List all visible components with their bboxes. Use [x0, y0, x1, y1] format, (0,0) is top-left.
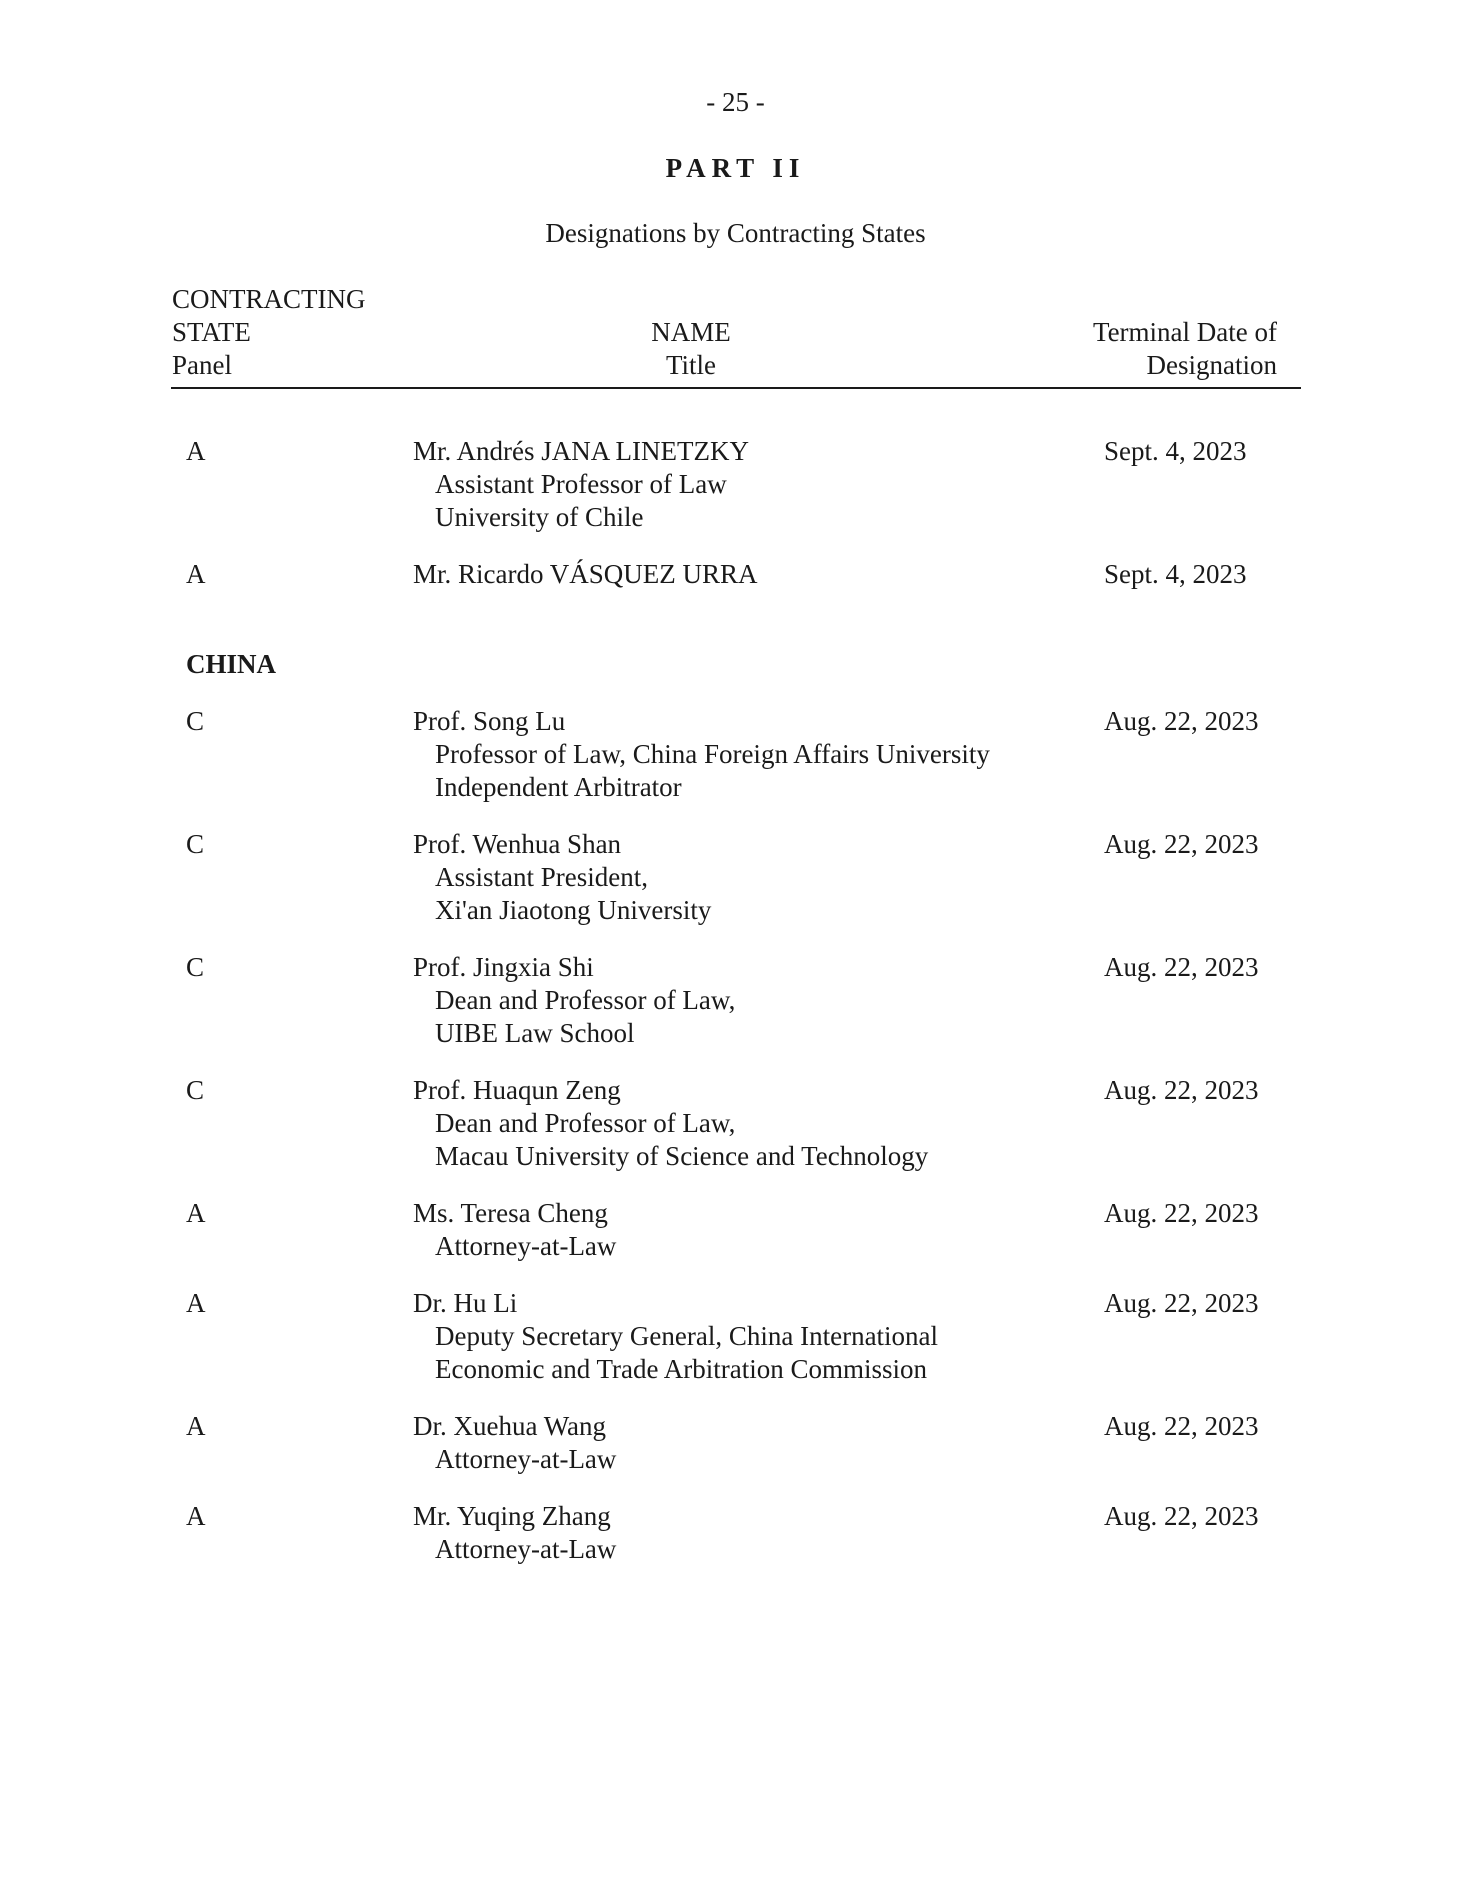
panel-code: A [186, 1411, 206, 1441]
designee-name: Mr. Andrés JANA LINETZKY [413, 436, 749, 466]
designee-name: Prof. Jingxia Shi [413, 952, 594, 982]
terminal-date: Aug. 22, 2023 [1104, 706, 1259, 736]
panel-code: C [186, 952, 205, 982]
designee-title-line: Professor of Law, China Foreign Affairs University [435, 739, 990, 769]
designee [413, 1410, 1073, 1476]
designee [413, 1197, 1073, 1263]
designee [413, 1074, 1073, 1173]
designee-title-line: Attorney-at-Law [435, 1444, 617, 1474]
designee-title-line: Macau University of Science and Technology [435, 1141, 929, 1171]
designee-name: Mr. Yuqing Zhang [413, 1501, 611, 1531]
designee-title-line: Deputy Secretary General, China International [435, 1321, 939, 1351]
designee-name: Dr. Xuehua Wang [413, 1411, 607, 1441]
designee-title-line: Assistant Professor of Law [435, 469, 727, 499]
part-heading: PART II [665, 153, 806, 183]
designee-title-line: Attorney-at-Law [435, 1231, 617, 1261]
header-left-line: Panel [172, 350, 232, 380]
designee-title-line: Independent Arbitrator [435, 772, 682, 802]
designee [413, 828, 1073, 927]
header-left-line: CONTRACTING [172, 284, 366, 314]
terminal-date: Aug. 22, 2023 [1104, 829, 1259, 859]
terminal-date: Aug. 22, 2023 [1104, 1411, 1259, 1441]
panel-code: A [186, 559, 206, 589]
terminal-date: Aug. 22, 2023 [1104, 952, 1259, 982]
designee [413, 951, 1073, 1050]
panel-code: A [186, 1198, 206, 1228]
header-left-line: STATE [172, 317, 251, 347]
designee [413, 705, 1073, 804]
designee-title-line: Dean and Professor of Law, [435, 1108, 736, 1138]
designee [413, 435, 1073, 534]
designee-title-line: Xi'an Jiaotong University [435, 895, 712, 925]
country-heading: CHINA [186, 649, 277, 679]
designee-name: Prof. Huaqun Zeng [413, 1075, 621, 1105]
panel-code: C [186, 829, 205, 859]
designee-name: Dr. Hu Li [413, 1288, 518, 1318]
designee-title-line: UIBE Law School [435, 1018, 635, 1048]
header-right-line: Terminal Date of [1092, 317, 1277, 347]
designee-title-line: University of Chile [435, 502, 644, 532]
designee-name: Prof. Wenhua Shan [413, 829, 622, 859]
designee-name: Ms. Teresa Cheng [413, 1198, 608, 1228]
terminal-date: Sept. 4, 2023 [1104, 436, 1247, 466]
designee-title-line: Assistant President, [435, 862, 648, 892]
terminal-date: Aug. 22, 2023 [1104, 1198, 1259, 1228]
designee [413, 1500, 1073, 1566]
designee [413, 558, 1073, 591]
panel-code: C [186, 1075, 205, 1105]
designee-title-line: Dean and Professor of Law, [435, 985, 736, 1015]
designee-name: Mr. Ricardo VÁSQUEZ URRA [413, 559, 758, 589]
designee-title-line: Attorney-at-Law [435, 1534, 617, 1564]
terminal-date: Aug. 22, 2023 [1104, 1075, 1259, 1105]
page-number: - 25 - [706, 87, 765, 117]
panel-code: A [186, 436, 206, 466]
terminal-date: Aug. 22, 2023 [1104, 1501, 1259, 1531]
designee-name: Prof. Song Lu [413, 706, 566, 736]
terminal-date: Aug. 22, 2023 [1104, 1288, 1259, 1318]
header-center-line: Title [665, 350, 717, 380]
designee [413, 1287, 1073, 1386]
document-subtitle: Designations by Contracting States [545, 218, 926, 248]
panel-code: A [186, 1288, 206, 1318]
header-right-line: Designation [1146, 350, 1277, 380]
designee-title-line: Economic and Trade Arbitration Commission [435, 1354, 927, 1384]
header-center-line: NAME [651, 317, 731, 347]
terminal-date: Sept. 4, 2023 [1104, 559, 1247, 589]
panel-code: C [186, 706, 205, 736]
panel-code: A [186, 1501, 206, 1531]
